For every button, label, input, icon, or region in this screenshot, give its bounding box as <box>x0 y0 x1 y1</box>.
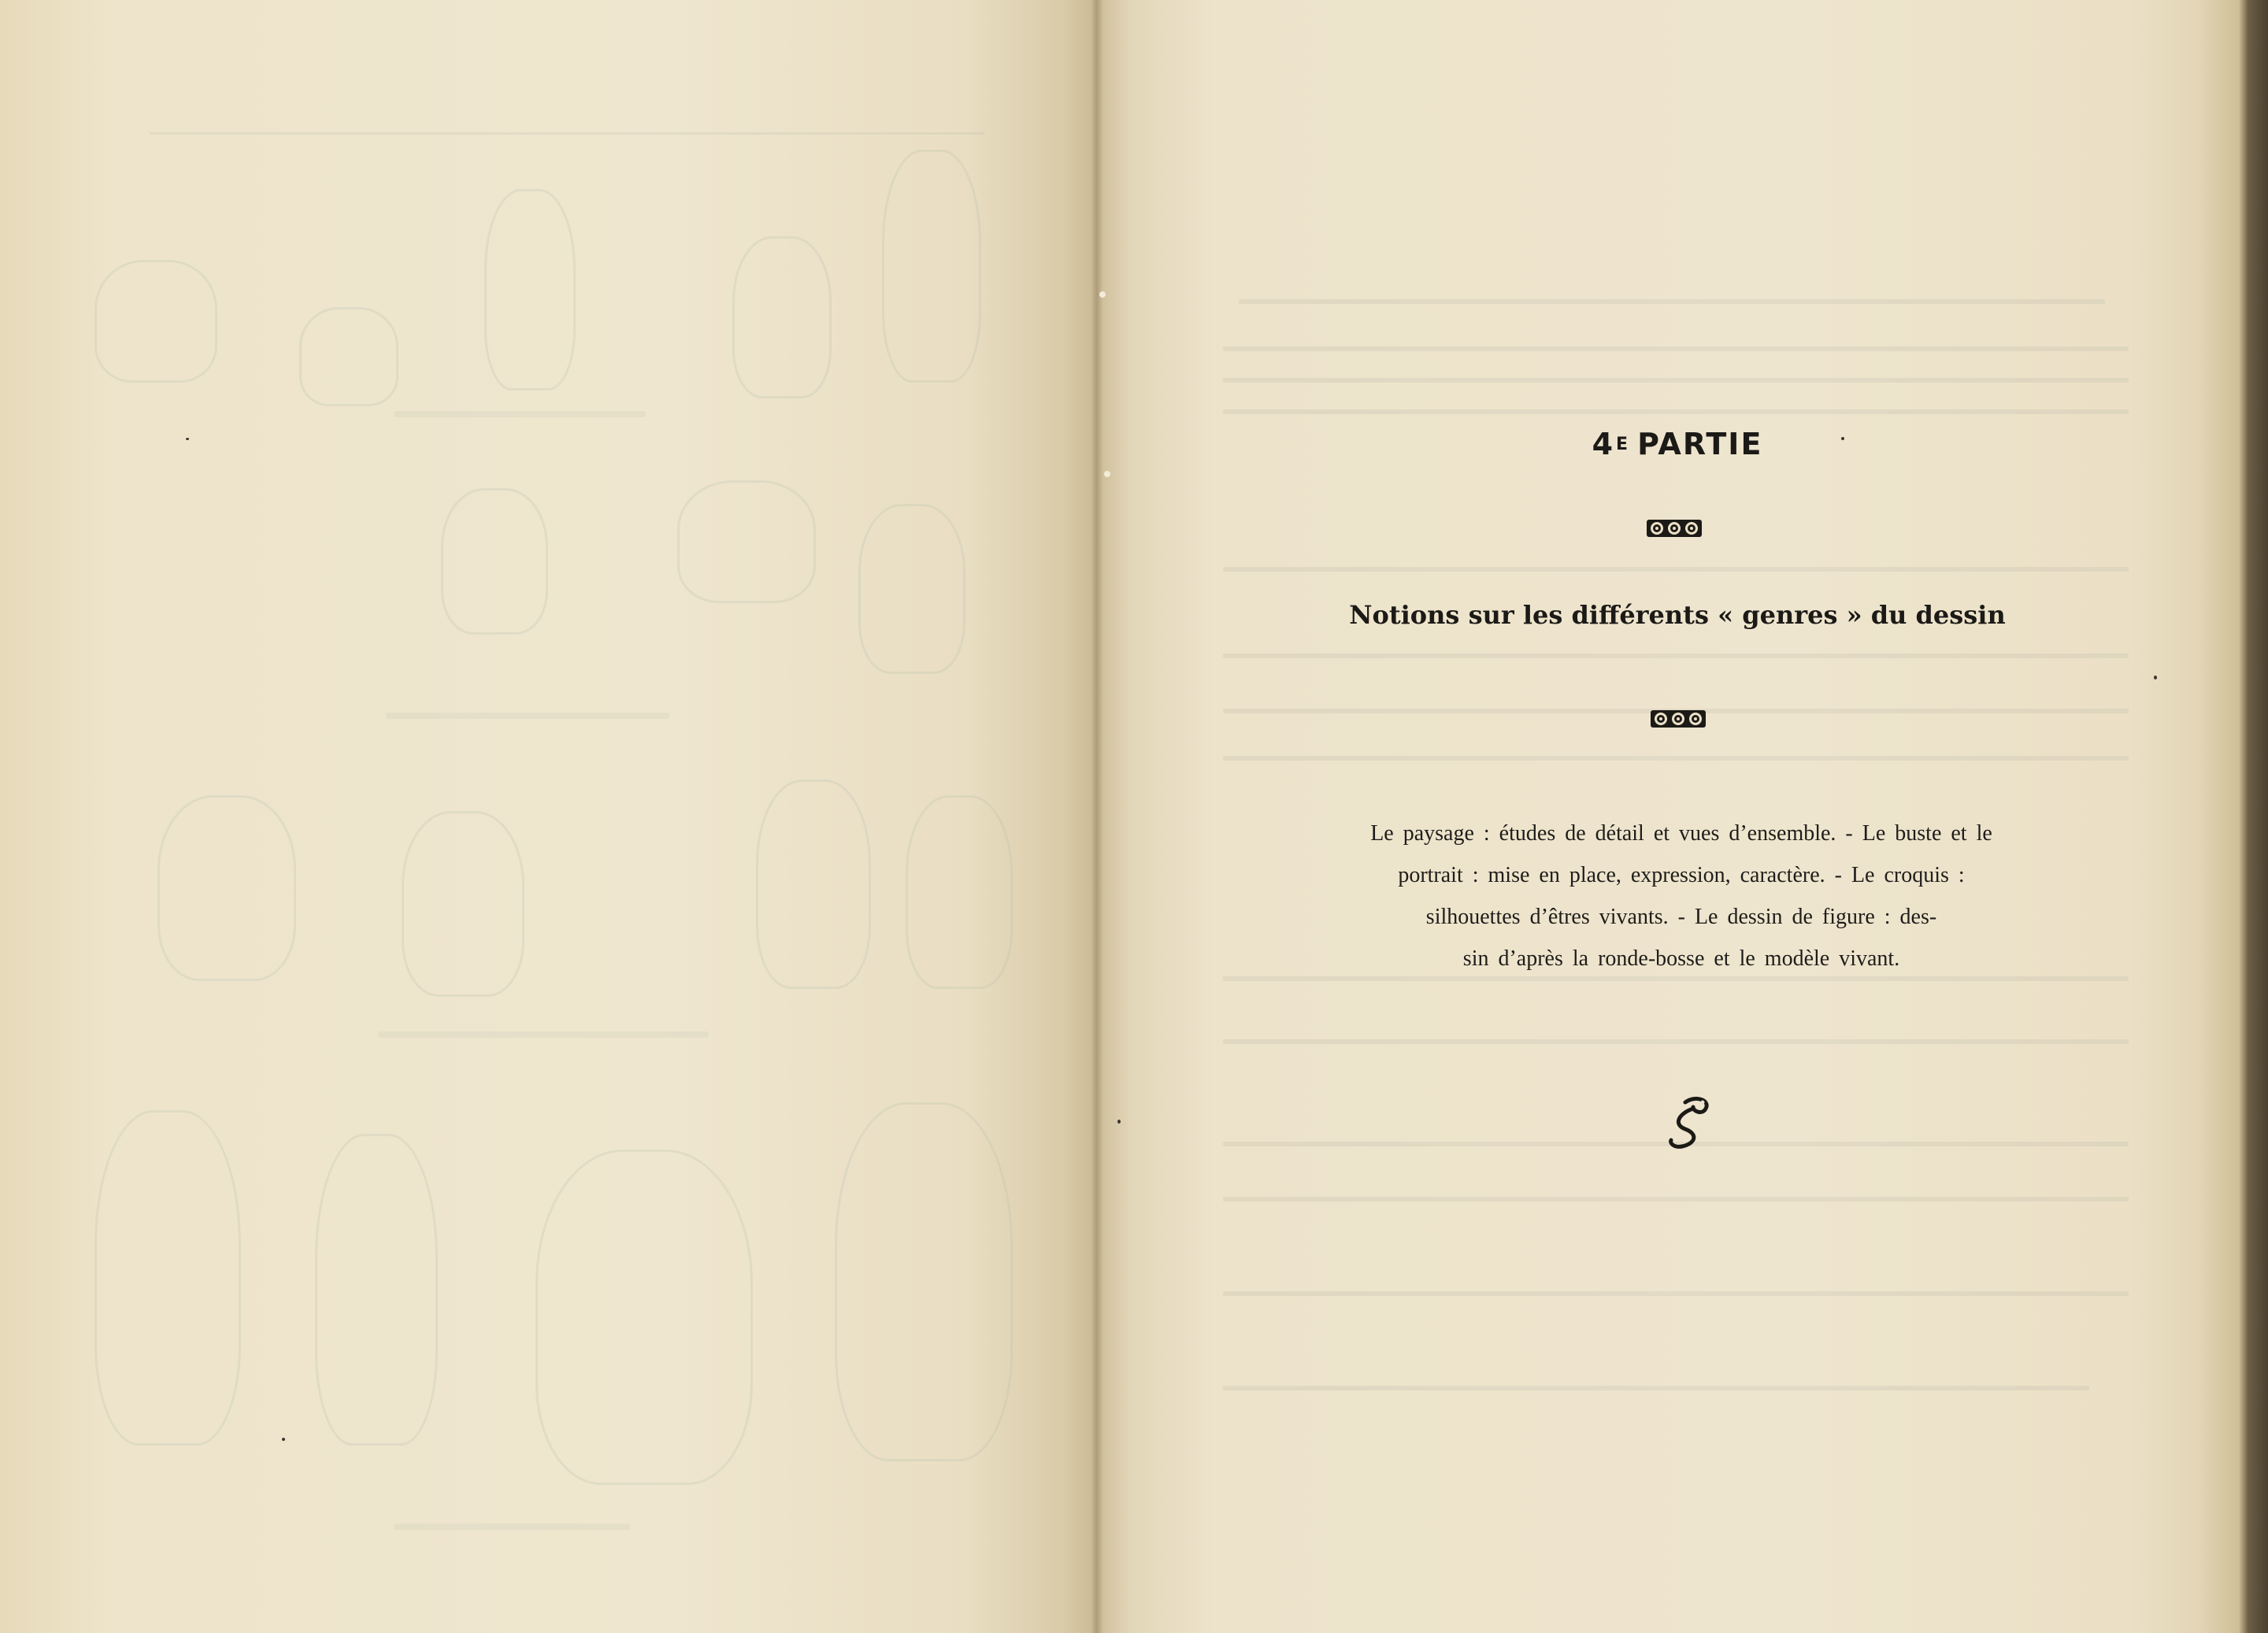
show-through-vase <box>299 307 398 406</box>
contents-line: portrait : mise en place, expression, caractère. - Le croquis : <box>1398 863 1965 887</box>
section-title: Notions sur les différents « genres » du dessin <box>1349 600 2006 630</box>
left-page-blank <box>0 0 1097 1633</box>
serpent-tailpiece-icon <box>1662 1091 1717 1154</box>
show-through-vase <box>732 236 832 398</box>
contents-line: silhouettes d’êtres vivants. - Le dessin de figure : des- <box>1425 905 1937 929</box>
show-through-vase <box>677 480 816 603</box>
show-through-line <box>1223 654 2129 658</box>
part-number: 4 <box>1592 427 1615 461</box>
show-through-vase <box>536 1150 753 1485</box>
paper-speck <box>1117 1120 1121 1124</box>
paper-speck <box>282 1438 285 1441</box>
show-through-line <box>1223 409 2129 414</box>
show-through-line <box>150 132 984 135</box>
triple-rosette-ornament <box>1646 518 1703 539</box>
paper-speck <box>2154 676 2157 679</box>
show-through-vase <box>835 1102 1013 1461</box>
contents-summary <box>1276 813 2087 979</box>
contents-line: sin d’après la ronde-bosse et le modèle vivant. <box>1462 946 1900 971</box>
show-through-caption <box>394 411 646 417</box>
show-through-line <box>1223 1197 2129 1202</box>
show-through-caption <box>394 1524 630 1530</box>
paper-notch <box>1104 471 1110 477</box>
show-through-line <box>1223 346 2129 351</box>
show-through-vase <box>484 189 576 391</box>
show-through-vase <box>402 811 524 997</box>
show-through-vase <box>315 1134 438 1446</box>
paper-notch <box>1099 291 1106 298</box>
show-through-vase <box>158 795 296 981</box>
show-through-line <box>1223 1039 2129 1044</box>
show-through-vase <box>756 779 871 989</box>
show-through-vase <box>441 488 548 635</box>
show-through-line <box>1239 299 2105 304</box>
part-heading <box>1567 427 1788 461</box>
show-through-vase <box>906 795 1013 989</box>
show-through-line <box>1223 567 2129 572</box>
show-through-line <box>1223 756 2129 761</box>
paper-speck <box>1841 437 1844 440</box>
paper-speck <box>186 438 189 440</box>
show-through-line <box>1223 1291 2129 1296</box>
show-through-vase <box>94 260 217 383</box>
show-through-vase <box>858 504 965 674</box>
show-through-vase <box>94 1110 241 1446</box>
contents-line: Le paysage : études de détail et vues d’ensemble. - Le buste et le <box>1370 821 1992 846</box>
triple-rosette-ornament <box>1650 709 1707 729</box>
show-through-caption <box>378 1031 709 1038</box>
show-through-line <box>1223 1386 2089 1390</box>
book-gutter <box>1091 0 1103 1633</box>
show-through-caption <box>386 713 669 719</box>
show-through-line <box>1223 378 2129 383</box>
part-superscript: E <box>1616 435 1630 454</box>
show-through-vase <box>882 150 981 383</box>
part-label: PARTIE <box>1637 427 1763 461</box>
